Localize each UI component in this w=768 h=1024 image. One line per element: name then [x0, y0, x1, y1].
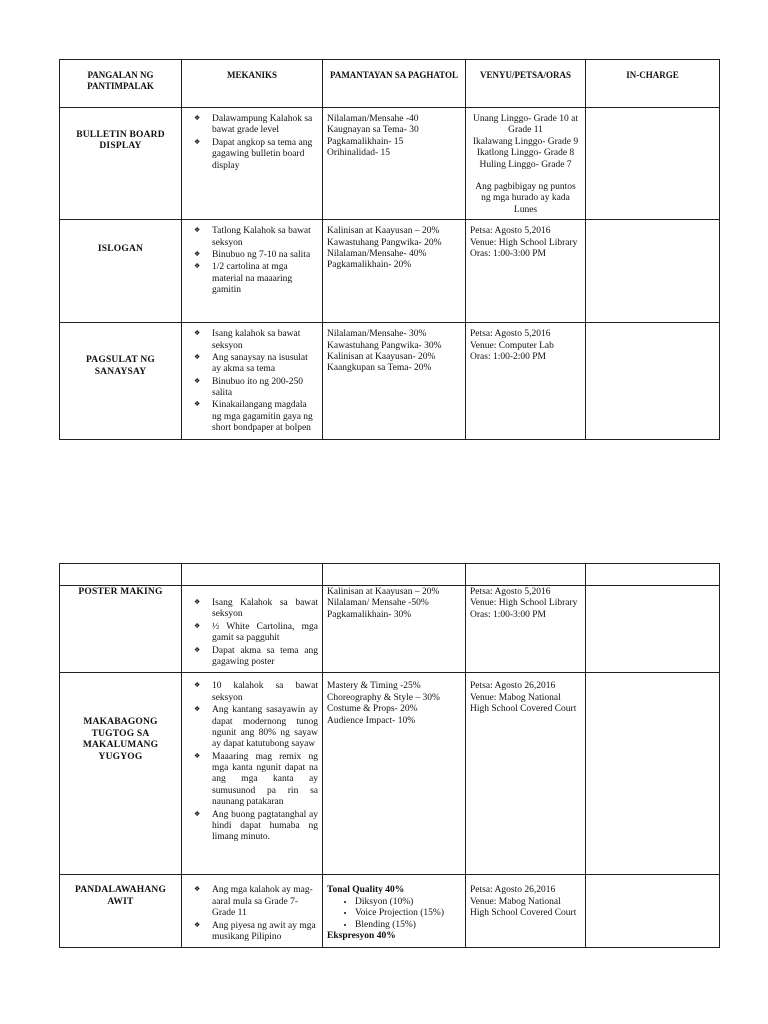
pamantayan-cell [323, 875, 466, 948]
list-item: ❖ Ang kantang sasayawin ay dapat modernong tunog ngunit ang 80% ng sayaw ay dapat katutubong sayaw [192, 705, 318, 751]
list-item: ❖ ½ White Cartolina, mga gamit sa pagguhit [192, 622, 318, 645]
pamantayan-cell [323, 108, 466, 220]
venyu-cell [466, 875, 586, 948]
table-header-row [60, 60, 720, 108]
list-item: • Blending (15%) [355, 920, 461, 931]
incharge-cell [586, 586, 720, 673]
contest-name: PANDALAWAHANG AWIT [60, 875, 182, 948]
header-venyu: VENYU/PETSA/ORAS [466, 60, 586, 108]
contest-table-1 [59, 59, 720, 440]
criteria-item: Kawastuhang Pangwika- 20% [327, 237, 442, 248]
contest-name: MAKABAGONG TUGTOG SA MAKALUMANG YUGYOG [60, 673, 182, 875]
venue-item: Petsa: Agosto 5,2016 [470, 329, 551, 340]
venue-spacer [470, 171, 581, 182]
header-pamantayan: PAMANTAYAN SA PAGHATOL [323, 60, 466, 108]
venue-item: Ikatlong Linggo- Grade 8 [476, 148, 575, 159]
criteria-item: Choreography & Style – 30% [327, 692, 440, 703]
venyu-cell [466, 220, 586, 323]
list-item: ❖ Ang sanaysay na isusulat ay akma sa tema [192, 353, 318, 376]
table-row [60, 220, 720, 323]
criteria-item: Costume & Props- 20% [327, 704, 418, 715]
venue-item: Venue: Computer Lab [470, 340, 554, 351]
criteria-item: Kaugnayan sa Tema- 30 [327, 125, 419, 136]
venue-item: Petsa: Agosto 26,2016 [470, 885, 556, 896]
pamantayan-cell [323, 323, 466, 440]
list-item: ❖ Maaaring mag remix ng mga kanta ngunit dapat na ang mga kanta ay sumusunod pa rin sa naunang patakaran [192, 752, 318, 809]
criteria-item: Nilalaman/Mensahe -40 [327, 114, 419, 124]
list-item: ❖ Tatlong Kalahok sa bawat seksyon [192, 226, 318, 249]
list-item: ❖ Dapat akma sa tema ang gagawing poster [192, 646, 318, 669]
contest-name: PAGSULAT NG SANAYSAY [60, 323, 182, 440]
venue-item: Venue: Mabog National High School Covered Court [470, 896, 577, 919]
criteria-heading: Tonal Quality 40% [327, 885, 405, 896]
header-mekaniks: MEKANIKS [182, 60, 323, 108]
criteria-item: Orihinalidad- 15 [327, 148, 391, 159]
contest-name: BULLETIN BOARD DISPLAY [60, 108, 182, 220]
criteria-item: Mastery & Timing -25% [327, 681, 421, 692]
venue-item: Ikalawang Linggo- Grade 9 [472, 136, 579, 147]
venue-item: Venue: High School Library [470, 598, 578, 609]
incharge-cell [586, 673, 720, 875]
criteria-item: Nilalaman/ Mensahe -50% [327, 598, 429, 609]
venue-item: Petsa: Agosto 26,2016 [470, 681, 556, 692]
criteria-item: Audience Impact- 10% [327, 715, 416, 726]
pamantayan-cell [323, 220, 466, 323]
empty-header-cell [586, 564, 720, 586]
pamantayan-cell [323, 586, 466, 673]
criteria-item: Kalinisan at Kaayusan – 20% [327, 587, 440, 597]
venyu-cell [466, 323, 586, 440]
venue-note: Ang pagbibigay ng puntos ng mga hurado ay kada Lunes [475, 181, 576, 215]
venue-item: Huling Linggo- Grade 7 [479, 159, 572, 170]
venue-item: Unang Linggo- Grade 10 at Grade 11 [473, 114, 578, 136]
criteria-item: Kaangkupan sa Tema- 20% [327, 363, 432, 374]
table-row [60, 586, 720, 673]
list-item: ❖ Binubuo ito ng 200-250 salita [192, 377, 318, 400]
header-pangalan: PANGALAN NG PANTIMPALAK [60, 60, 182, 108]
table-row [60, 673, 720, 875]
list-item: ❖ 10 kalahok sa bawat seksyon [192, 681, 318, 704]
contest-name: ISLOGAN [60, 220, 182, 323]
list-item: ❖ Isang kalahok sa bawat seksyon [192, 329, 318, 352]
criteria-item: Pagkamalikhain- 30% [327, 609, 412, 620]
empty-header-cell [182, 564, 323, 586]
venyu-cell [466, 108, 586, 220]
venue-item: Oras: 1:00-2:00 PM [470, 351, 546, 362]
list-item: ❖ Dapat angkop sa tema ang gagawing bulletin board display [192, 138, 318, 172]
incharge-cell [586, 323, 720, 440]
criteria-item: Pagkamalikhain- 20% [327, 260, 412, 271]
empty-header-cell [60, 564, 182, 586]
incharge-cell [586, 108, 720, 220]
criteria-heading: Ekspresyon 40% [327, 930, 396, 941]
list-item: • Voice Projection (15%) [355, 908, 461, 919]
criteria-sublist [327, 897, 461, 931]
list-item: ❖ Isang Kalahok sa bawat seksyon [192, 598, 318, 621]
criteria-item: Kawastuhang Pangwika- 30% [327, 340, 442, 351]
list-item: ❖ Ang mga kalahok ay mag-aaral mula sa Grade 7-Grade 11 [192, 885, 318, 919]
list-item: ❖ 1/2 cartolina at mga material na maaaring gamitin [192, 262, 318, 296]
criteria-item: Kalinisan at Kaayusan- 20% [327, 351, 436, 362]
table-row [60, 323, 720, 440]
venyu-cell [466, 673, 586, 875]
empty-header-cell [466, 564, 586, 586]
venyu-cell [466, 586, 586, 673]
criteria-item: Nilalaman/Mensahe- 30% [327, 329, 427, 340]
venue-item: Venue: High School Library [470, 237, 578, 248]
table-header-row-empty [60, 564, 720, 586]
mekaniks-list [186, 329, 318, 435]
list-item: ❖ Dalawampung Kalahok sa bawat grade level [192, 114, 318, 137]
contest-name: POSTER MAKING [60, 586, 182, 673]
table-row [60, 108, 720, 220]
mekaniks-list [186, 114, 318, 172]
venue-item: Petsa: Agosto 5,2016 [470, 226, 551, 237]
criteria-item: Nilalaman/Mensahe- 40% [327, 248, 427, 259]
list-item: ❖ Ang buong pagtatanghal ay hindi dapat humaba ng limang minuto. [192, 810, 318, 844]
mekaniks-list [186, 226, 318, 296]
header-incharge: IN-CHARGE [586, 60, 720, 108]
list-item: ❖ Kinakailangang magdala ng mga gagamitin gaya ng short bondpaper at bolpen [192, 400, 318, 434]
empty-header-cell [323, 564, 466, 586]
venue-item: Oras: 1:00-3:00 PM [470, 248, 546, 259]
pamantayan-cell [323, 673, 466, 875]
venue-item: Oras: 1:00-3:00 PM [470, 609, 546, 620]
venue-item: Venue: Mabog National High School Covered Court [470, 692, 577, 715]
list-item: ❖ Ang piyesa ng awit ay mga musikang Pilipino [192, 921, 318, 944]
list-item: • Diksyon (10%) [355, 897, 461, 908]
contest-table-2 [59, 563, 720, 948]
list-item: ❖ Binubuo ng 7-10 na salita [192, 250, 318, 261]
mekaniks-list [186, 598, 318, 668]
criteria-item: Pagkamalikhain- 15 [327, 136, 404, 147]
incharge-cell [586, 220, 720, 323]
criteria-item: Kalinisan at Kaayusan – 20% [327, 226, 440, 237]
mekaniks-list [186, 681, 318, 843]
incharge-cell [586, 875, 720, 948]
table-row [60, 875, 720, 948]
venue-item: Petsa: Agosto 5,2016 [470, 587, 551, 597]
mekaniks-list [186, 885, 318, 943]
